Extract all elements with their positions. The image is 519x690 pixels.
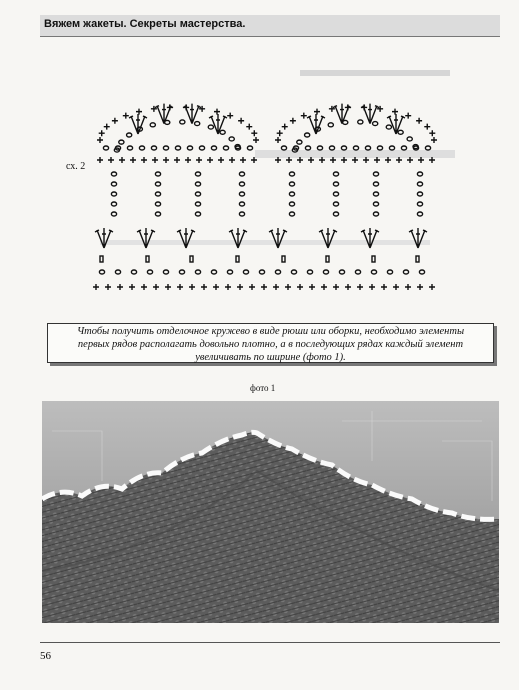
single-crochet-symbol [405,113,411,119]
single-crochet-symbol [381,284,387,290]
single-crochet-symbol [246,124,252,130]
single-crochet-symbol [393,284,399,290]
chain-stitch-symbol [211,270,216,274]
single-crochet-symbol [253,137,259,143]
chain-stitch-symbol [425,146,430,150]
chain-stitch-symbol [139,146,144,150]
chain-stitch-symbol [417,202,422,206]
chain-stitch-symbol [398,130,403,134]
chain-stitch-symbol [119,140,124,144]
chain-stitch-symbol [291,270,296,274]
stitch-mark-symbol [416,256,419,262]
chain-stitch-symbol [333,182,338,186]
single-crochet-symbol [416,118,422,124]
chain-stitch-symbol [223,146,228,150]
chain-stitch-symbol [323,270,328,274]
single-crochet-symbol [225,284,231,290]
single-crochet-symbol [97,137,103,143]
chain-stitch-symbol [289,182,294,186]
book-title: Вяжем жакеты. Секреты мастерства. [44,18,246,30]
chain-stitch-symbol [333,202,338,206]
chain-stitch-symbol [275,270,280,274]
chain-stitch-symbol [127,133,132,137]
single-crochet-symbol [229,157,235,163]
single-crochet-symbol [136,109,142,115]
chain-stitch-symbol [389,146,394,150]
treble-cluster-symbol [269,228,287,248]
single-crochet-symbol [273,284,279,290]
chain-stitch-symbol [386,125,391,129]
chain-stitch-symbol [281,146,286,150]
lace-ruffle-photo [42,401,499,623]
treble-cluster-symbol [409,228,427,248]
single-crochet-symbol [218,157,224,163]
chain-stitch-symbol [131,270,136,274]
single-crochet-symbol [297,284,303,290]
treble-cluster-symbol [177,228,195,248]
single-crochet-symbol [314,109,320,115]
chain-stitch-symbol [401,146,406,150]
chain-stitch-symbol [147,270,152,274]
single-crochet-symbol [385,157,391,163]
treble-cluster-symbol [361,104,379,124]
treble-cluster-symbol [333,104,351,124]
chain-stitch-symbol [328,123,333,127]
single-crochet-symbol [189,284,195,290]
single-crochet-symbol [309,284,315,290]
single-crochet-symbol [321,284,327,290]
chain-stitch-symbol [199,146,204,150]
chain-stitch-symbol [155,192,160,196]
stitch-mark-symbol [236,256,239,262]
chain-stitch-symbol [407,137,412,141]
chain-stitch-symbol [377,146,382,150]
single-crochet-symbol [431,137,437,143]
chain-stitch-symbol [195,192,200,196]
chain-stitch-symbol [341,146,346,150]
single-crochet-symbol [108,157,114,163]
single-crochet-symbol [99,130,105,136]
page-number: 56 [40,650,51,662]
chain-stitch-symbol [208,125,213,129]
treble-cluster-symbol [319,228,337,248]
chain-stitch-symbol [289,202,294,206]
single-crochet-symbol [345,284,351,290]
chain-stitch-symbol [220,130,225,134]
chain-stitch-symbol [373,172,378,176]
chain-stitch-symbol [111,182,116,186]
single-crochet-symbol [196,157,202,163]
chain-stitch-symbol [155,212,160,216]
chain-stitch-symbol [195,270,200,274]
treble-cluster-symbol [155,104,173,124]
chain-stitch-symbol [195,182,200,186]
single-crochet-symbol [141,157,147,163]
chain-stitch-symbol [195,212,200,216]
chain-stitch-symbol [239,212,244,216]
chain-stitch-symbol [180,120,185,124]
chain-stitch-symbol [155,182,160,186]
stitch-mark-symbol [282,256,285,262]
chain-stitch-symbol [227,270,232,274]
single-crochet-symbol [429,157,435,163]
chain-stitch-symbol [339,270,344,274]
chain-stitch-symbol [387,270,392,274]
chain-stitch-symbol [417,212,422,216]
chain-stitch-symbol [99,270,104,274]
chain-stitch-symbol [229,137,234,141]
single-crochet-symbol [392,109,398,115]
chain-stitch-symbol [111,212,116,216]
single-crochet-symbol [238,118,244,124]
chain-stitch-symbol [259,270,264,274]
single-crochet-symbol [301,113,307,119]
single-crochet-symbol [185,157,191,163]
chain-stitch-symbol [150,123,155,127]
crochet-scheme-diagram [88,56,448,301]
single-crochet-symbol [261,284,267,290]
scheme-label: сх. 2 [66,161,86,172]
single-crochet-symbol [123,113,129,119]
single-crochet-symbol [405,284,411,290]
single-crochet-symbol [249,284,255,290]
single-crochet-symbol [105,284,111,290]
stitch-mark-symbol [326,256,329,262]
single-crochet-symbol [251,157,257,163]
single-crochet-symbol [237,284,243,290]
single-crochet-symbol [417,284,423,290]
chain-stitch-symbol [175,146,180,150]
single-crochet-symbol [177,284,183,290]
single-crochet-symbol [369,284,375,290]
chain-stitch-symbol [111,192,116,196]
single-crochet-symbol [363,157,369,163]
single-crochet-symbol [97,157,103,163]
single-crochet-symbol [429,130,435,136]
chain-stitch-symbol [127,146,132,150]
chain-stitch-symbol [305,133,310,137]
single-crochet-symbol [424,124,430,130]
chain-stitch-symbol [111,202,116,206]
treble-cluster-symbol [137,228,155,248]
single-crochet-symbol [275,157,281,163]
page-header [40,15,500,37]
treble-cluster-symbol [361,228,379,248]
single-crochet-symbol [418,157,424,163]
single-crochet-symbol [374,157,380,163]
single-crochet-symbol [407,157,413,163]
single-crochet-symbol [201,284,207,290]
chain-stitch-symbol [365,146,370,150]
chain-stitch-symbol [289,192,294,196]
single-crochet-symbol [129,284,135,290]
chain-stitch-symbol [163,146,168,150]
single-crochet-symbol [165,284,171,290]
chain-stitch-symbol [403,270,408,274]
single-crochet-symbol [240,157,246,163]
chain-stitch-symbol [195,172,200,176]
single-crochet-symbol [396,157,402,163]
chain-stitch-symbol [317,146,322,150]
single-crochet-symbol [357,284,363,290]
single-crochet-symbol [297,157,303,163]
chain-stitch-symbol [187,146,192,150]
chain-stitch-symbol [355,270,360,274]
chain-stitch-symbol [155,172,160,176]
chain-stitch-symbol [373,192,378,196]
single-crochet-symbol [153,284,159,290]
chain-stitch-symbol [373,122,378,126]
treble-cluster-symbol [183,104,201,124]
chain-stitch-symbol [333,192,338,196]
single-crochet-symbol [352,157,358,163]
single-crochet-symbol [141,284,147,290]
single-crochet-symbol [152,157,158,163]
chain-stitch-symbol [373,202,378,206]
single-crochet-symbol [227,113,233,119]
chain-stitch-symbol [289,212,294,216]
single-crochet-symbol [285,284,291,290]
single-crochet-symbol [251,130,257,136]
single-crochet-symbol [308,157,314,163]
single-crochet-symbol [117,284,123,290]
single-crochet-symbol [290,118,296,124]
chain-stitch-symbol [333,172,338,176]
chain-stitch-symbol [358,120,363,124]
single-crochet-symbol [163,157,169,163]
treble-cluster-symbol [307,114,325,134]
single-crochet-symbol [174,157,180,163]
treble-cluster-symbol [95,228,113,248]
single-crochet-symbol [207,157,213,163]
chain-stitch-symbol [103,146,108,150]
photo-label: фото 1 [250,383,276,393]
single-crochet-symbol [275,137,281,143]
chain-stitch-symbol [155,202,160,206]
chain-stitch-symbol [419,270,424,274]
single-crochet-symbol [277,130,283,136]
chain-stitch-symbol [373,182,378,186]
caption-line: первых рядов располагать довольно плотно, а в последующих рядах каждый элемент [77,339,464,350]
caption-line: Чтобы получить отделочное кружево в виде рюши или оборки, необходимо элементы [76,326,465,337]
chain-stitch-symbol [297,140,302,144]
single-crochet-symbol [319,157,325,163]
chain-stitch-symbol [247,146,252,150]
chain-stitch-symbol [211,146,216,150]
chain-stitch-symbol [195,122,200,126]
footer-rule [40,642,500,643]
caption-line: увеличивать по ширине (фото 1). [195,352,346,363]
photo-image [42,401,499,623]
single-crochet-symbol [213,284,219,290]
single-crochet-symbol [104,124,110,130]
single-crochet-symbol [330,157,336,163]
chain-stitch-symbol [307,270,312,274]
treble-cluster-symbol [129,114,147,134]
chain-stitch-symbol [115,270,120,274]
chain-stitch-symbol [239,202,244,206]
chain-stitch-symbol [329,146,334,150]
chain-stitch-symbol [151,146,156,150]
chain-stitch-symbol [371,270,376,274]
chain-stitch-symbol [353,146,358,150]
single-crochet-symbol [429,284,435,290]
chain-stitch-symbol [243,270,248,274]
stitch-mark-symbol [146,256,149,262]
stitch-mark-symbol [372,256,375,262]
chain-stitch-symbol [163,270,168,274]
chain-stitch-symbol [179,270,184,274]
chain-stitch-symbol [289,172,294,176]
single-crochet-symbol [282,124,288,130]
single-crochet-symbol [130,157,136,163]
chain-stitch-symbol [111,172,116,176]
chain-stitch-symbol [417,192,422,196]
caption-box [47,323,494,363]
chain-stitch-symbol [305,146,310,150]
treble-cluster-symbol [229,228,247,248]
chain-stitch-symbol [239,172,244,176]
chain-stitch-symbol [373,212,378,216]
single-crochet-symbol [112,118,118,124]
chain-stitch-symbol [239,182,244,186]
chain-stitch-symbol [239,192,244,196]
chain-stitch-symbol [417,182,422,186]
chain-stitch-symbol [195,202,200,206]
single-crochet-symbol [93,284,99,290]
stitch-mark-symbol [190,256,193,262]
chain-stitch-symbol [333,212,338,216]
single-crochet-symbol [286,157,292,163]
single-crochet-symbol [341,157,347,163]
stitch-mark-symbol [100,256,103,262]
single-crochet-symbol [119,157,125,163]
single-crochet-symbol [214,109,220,115]
chain-stitch-symbol [417,172,422,176]
single-crochet-symbol [333,284,339,290]
